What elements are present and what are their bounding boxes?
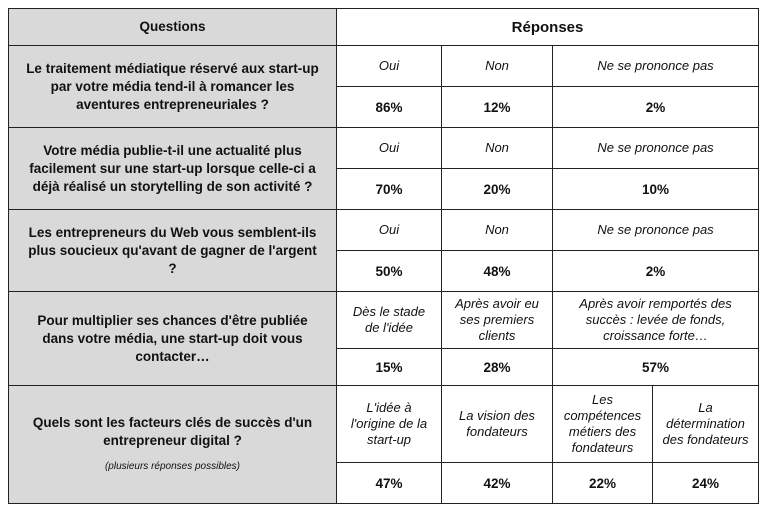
answer-label: Après avoir eu ses premiers clients — [442, 292, 553, 349]
question-cell — [9, 210, 337, 292]
percent-value: 20% — [442, 169, 553, 210]
answer-label: Oui — [337, 46, 442, 87]
questions-header: Questions — [9, 9, 337, 46]
answer-label: Non — [442, 210, 553, 251]
question-text: Votre média publie-t-il une actualité plus facilement sur une start-up lorsque celle-ci a déjà réalisé un storytelling de son activité ? — [29, 142, 316, 194]
percent-value: 50% — [337, 251, 442, 292]
question-cell — [9, 386, 337, 504]
answer-label: La vision des fondateurs — [442, 386, 553, 463]
question-text: Les entrepreneurs du Web vous semblent-ils plus soucieux qu'avant de gagner de l'argent ? — [28, 224, 317, 276]
answer-label: Non — [442, 128, 553, 169]
percent-value: 70% — [337, 169, 442, 210]
question-text: Le traitement médiatique réservé aux start-up par votre média tend-il à romancer les aventures entrepreneuriales ? — [26, 60, 319, 112]
percent-value: 47% — [337, 463, 442, 504]
percent-value: 22% — [553, 463, 653, 504]
percent-value: 28% — [442, 349, 553, 386]
answer-label: Après avoir remportés des succès : levée de fonds, croissance forte… — [553, 292, 759, 349]
question-cell — [9, 46, 337, 128]
answer-label: Non — [442, 46, 553, 87]
percent-value: 15% — [337, 349, 442, 386]
table-row — [9, 128, 759, 169]
percent-value: 24% — [653, 463, 759, 504]
percent-value: 57% — [553, 349, 759, 386]
answer-label: Ne se prononce pas — [553, 210, 759, 251]
responses-header: Réponses — [337, 9, 759, 46]
percent-value: 2% — [553, 87, 759, 128]
table-row — [9, 210, 759, 251]
header-row — [9, 9, 759, 46]
percent-value: 2% — [553, 251, 759, 292]
question-cell — [9, 128, 337, 210]
table-row — [9, 292, 759, 349]
survey-table-container — [8, 8, 759, 504]
answer-label: La détermination des fondateurs — [653, 386, 759, 463]
survey-table — [8, 8, 759, 504]
answer-label: L'idée à l'origine de la start-up — [337, 386, 442, 463]
table-row — [9, 46, 759, 87]
question-note: (plusieurs réponses possibles) — [104, 460, 241, 472]
percent-value: 48% — [442, 251, 553, 292]
percent-value: 10% — [553, 169, 759, 210]
answer-label: Oui — [337, 210, 442, 251]
answer-label: Ne se prononce pas — [553, 128, 759, 169]
question-text: Pour multiplier ses chances d'être publiée dans votre média, une start-up doit vous contacter… — [37, 312, 308, 364]
answer-label: Ne se prononce pas — [553, 46, 759, 87]
question-text: Quels sont les facteurs clés de succès d'un entrepreneur digital ? — [32, 414, 313, 448]
question-cell — [9, 292, 337, 386]
answer-label: Dès le stade de l'idée — [337, 292, 442, 349]
answer-label: Oui — [337, 128, 442, 169]
percent-value: 42% — [442, 463, 553, 504]
percent-value: 12% — [442, 87, 553, 128]
answer-label: Les compétences métiers des fondateurs — [553, 386, 653, 463]
table-row — [9, 386, 759, 463]
percent-value: 86% — [337, 87, 442, 128]
